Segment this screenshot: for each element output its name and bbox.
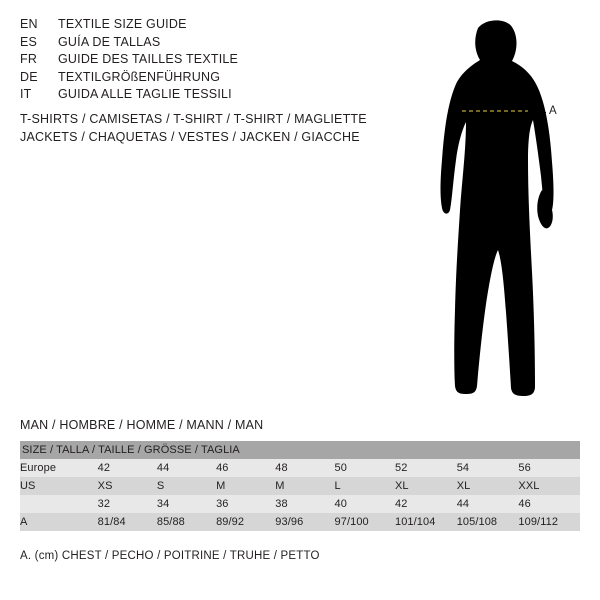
cell: 46: [216, 462, 229, 474]
table-row: [20, 495, 580, 513]
language-text: GUIDA ALLE TAGLIE TESSILI: [58, 87, 232, 101]
language-code: IT: [20, 87, 32, 101]
cell: 46: [518, 498, 531, 510]
category-line-tshirts: T-SHIRTS / CAMISETAS / T-SHIRT / T-SHIRT / MAGLIETTE: [20, 112, 367, 126]
cell: 52: [394, 462, 408, 474]
cell: XXL: [518, 480, 540, 492]
cell: 97/100: [334, 516, 369, 528]
cell: 42: [394, 498, 408, 510]
language-title-block: [20, 17, 380, 105]
cell: 93/96: [275, 516, 304, 528]
cell: 40: [334, 498, 347, 510]
garment-category-block: [20, 110, 367, 146]
language-text: TEXTILGRÖßENFÜHRUNG: [58, 69, 221, 84]
cell: 85/88: [156, 516, 185, 528]
language-text: GUIDE DES TAILLES TEXTILE: [58, 52, 239, 66]
cell: 38: [275, 498, 288, 510]
cell: 50: [334, 462, 347, 474]
row-label: Europe: [20, 462, 57, 474]
language-code: EN: [20, 17, 38, 31]
cell: L: [334, 480, 341, 492]
male-figure-illustration: [400, 10, 590, 405]
language-row: [20, 17, 380, 35]
row-label: [20, 495, 98, 513]
language-text: TEXTILE SIZE GUIDE: [58, 17, 187, 31]
cell: 42: [97, 462, 111, 474]
table-row: [20, 513, 580, 531]
cell: 89/92: [216, 516, 245, 528]
language-row: [20, 52, 380, 70]
language-text: GUÍA DE TALLAS: [58, 34, 161, 49]
measure-leader-line-icon: [528, 112, 546, 114]
cell: 54: [456, 462, 470, 474]
row-label: A: [20, 516, 28, 528]
size-chart-table: [20, 441, 580, 531]
cell: XL: [456, 480, 471, 492]
table-header-label: SIZE / TALLA / TAILLE / GRÖSSE / TAGLIA: [22, 444, 240, 456]
cell: 36: [216, 498, 229, 510]
language-code: ES: [20, 34, 38, 49]
language-code: FR: [20, 52, 38, 66]
language-row: [20, 70, 380, 88]
cell: 48: [275, 462, 288, 474]
cell: 109/112: [518, 516, 559, 528]
cell: 44: [156, 462, 170, 474]
measure-label-a: A: [549, 105, 557, 117]
cell: XL: [394, 480, 409, 492]
measurement-footnote: A. (cm) CHEST / PECHO / POITRINE / TRUHE / PETTO: [20, 550, 320, 562]
cell: 34: [156, 498, 170, 510]
language-row: [20, 87, 380, 105]
table-group-title: MAN / HOMBRE / HOMME / MANN / MAN: [20, 418, 264, 432]
cell: 32: [97, 498, 111, 510]
cell: 56: [518, 462, 531, 474]
table-row: [20, 459, 580, 477]
cell: S: [156, 480, 165, 492]
chest-measure-line-icon: [400, 10, 590, 405]
cell: 101/104: [394, 516, 436, 528]
cell: 44: [456, 498, 470, 510]
cell: M: [275, 480, 285, 492]
table-header-row: [20, 441, 580, 459]
cell: XS: [97, 480, 113, 492]
cell: M: [216, 480, 226, 492]
cell: 105/108: [456, 516, 498, 528]
table-row: [20, 477, 580, 495]
category-line-jackets: JACKETS / CHAQUETAS / VESTES / JACKEN / GIACCHE: [20, 130, 360, 144]
language-row: [20, 35, 380, 53]
cell: 81/84: [97, 516, 126, 528]
language-code: DE: [20, 69, 38, 84]
row-label: US: [20, 480, 36, 492]
